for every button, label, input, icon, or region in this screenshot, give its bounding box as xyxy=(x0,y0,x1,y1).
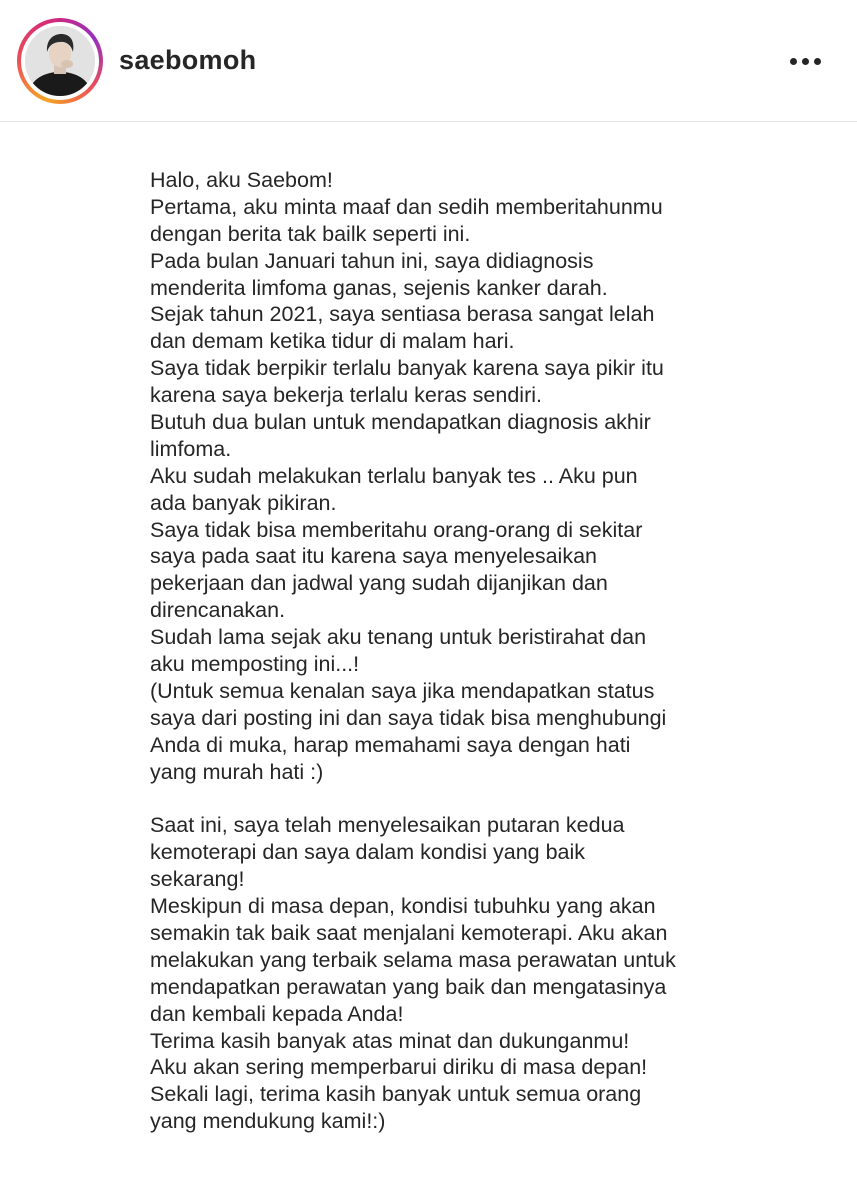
more-options-button[interactable] xyxy=(784,48,828,74)
post-text-line: Saya tidak bisa memberitahu orang-orang di sekitar xyxy=(150,517,643,542)
post-text-line: dengan berita tak bailk seperti ini. xyxy=(150,221,471,246)
post-text-line: Aku sudah melakukan terlalu banyak tes .. Aku pun xyxy=(150,463,638,488)
avatar-border xyxy=(21,22,99,100)
post-text-line: Anda di muka, harap memahami saya dengan hati xyxy=(150,732,631,757)
post-text-line: saya dari posting ini dan saya tidak bisa menghubungi xyxy=(150,705,667,730)
post-text xyxy=(150,167,810,1135)
post-text-line: limfoma. xyxy=(150,436,232,461)
post-text-line: Saya tidak berpikir terlalu banyak karena saya pikir itu xyxy=(150,356,664,381)
post-text-line: Pertama, aku minta maaf dan sedih memberitahunmu xyxy=(150,194,663,219)
post-text-line: Meskipun di masa depan, kondisi tubuhku yang akan xyxy=(150,894,656,919)
post-text-line: Sudah lama sejak aku tenang untuk beristirahat dan xyxy=(150,625,647,650)
post-text-line: (Untuk semua kenalan saya jika mendapatkan status xyxy=(150,678,655,703)
post-text-line: mendapatkan perawatan yang baik dan mengatasinya xyxy=(150,974,667,999)
post-text-line: yang murah hati :) xyxy=(150,759,324,784)
post-text-line: dan kembali kepada Anda! xyxy=(150,1001,404,1026)
post-text-line: ada banyak pikiran. xyxy=(150,490,337,515)
post-text-line: kemoterapi dan saya dalam kondisi yang baik xyxy=(150,840,586,865)
post-text-line: saya pada saat itu karena saya menyelesaikan xyxy=(150,544,597,569)
post-text-line: menderita limfoma ganas, sejenis kanker darah. xyxy=(150,275,608,300)
profile-photo-icon xyxy=(25,26,95,96)
paragraph-break xyxy=(150,785,810,812)
story-ring[interactable] xyxy=(17,18,103,104)
more-options-icon xyxy=(802,58,809,65)
post-text-line: Aku akan sering memperbarui diriku di masa depan! xyxy=(150,1055,648,1080)
post-text-line: melakukan yang terbaik selama masa perawatan untuk xyxy=(150,947,676,972)
post-text-line: dan demam ketika tidur di malam hari. xyxy=(150,329,515,354)
avatar[interactable] xyxy=(25,26,95,96)
post-header xyxy=(0,0,857,122)
post-text-line: Saat ini, saya telah menyelesaikan putaran kedua xyxy=(150,813,625,838)
post-text-line: sekarang! xyxy=(150,867,245,892)
post-text-line: direncanakan. xyxy=(150,598,286,623)
post-text-line: Halo, aku Saebom! xyxy=(150,168,333,192)
post-text-line: semakin tak baik saat menjalani kemoterapi. Aku akan xyxy=(150,920,668,945)
more-options-icon xyxy=(814,58,821,65)
post-text-line: karena saya bekerja terlalu keras sendiri. xyxy=(150,383,542,408)
post-text-line: Sekali lagi, terima kasih banyak untuk semua orang xyxy=(150,1082,642,1107)
username[interactable]: saebomoh xyxy=(119,45,257,75)
post-text-line: aku memposting ini...! xyxy=(150,652,360,677)
post-text-line: pekerjaan dan jadwal yang sudah dijanjikan dan xyxy=(150,571,608,596)
post-text-line: Sejak tahun 2021, saya sentiasa berasa sangat lelah xyxy=(150,302,655,327)
post-text-line: Butuh dua bulan untuk mendapatkan diagnosis akhir xyxy=(150,410,651,435)
post-text-line: Pada bulan Januari tahun ini, saya didiagnosis xyxy=(150,248,594,273)
post-text-line: Terima kasih banyak atas minat dan dukunganmu! xyxy=(150,1028,630,1053)
post-text-line: yang mendukung kami!:) xyxy=(150,1109,386,1134)
more-options-icon xyxy=(790,58,797,65)
